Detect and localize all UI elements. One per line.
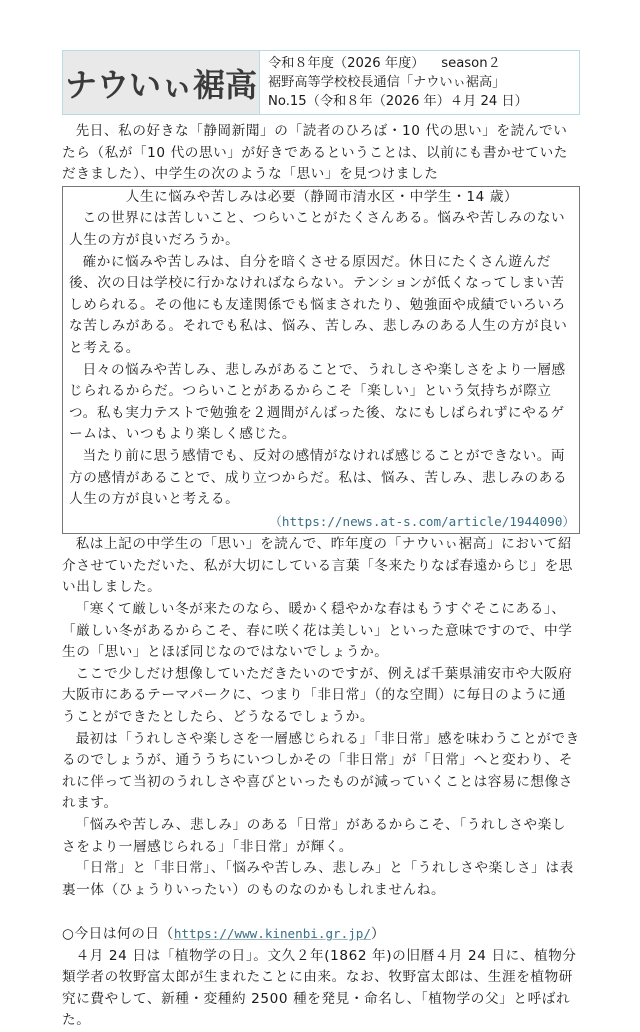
season-label: season２ — [441, 56, 501, 71]
quote-paragraph: 確かに悩みや苦しみは、自分を暗くさせる原因だ。休日にたくさん遊んだ後、次の日は学校に行かなければならない。テンションが低くなってしまい苦しめられる。その他にも友達関係でも悩まされたり、勉強面や成績でいろいろな苦しみがある。それでも私は、悩み、苦しみ、悲しみのある人生の方が良いと考える。 — [69, 253, 568, 356]
source-link[interactable]: https://news.at-s.com/article/1944090 — [281, 513, 563, 529]
intro-paragraph: 先日、私の好きな「静岡新聞」の「読者のひろば・10 代の思い」を読んでいたら（私が「10 代の思い」が好きであるということは、以前にも書かせていただきました）、中学生の次のような「思い」を見つけました — [62, 123, 569, 183]
quote-title: 人生に悩みや苦しみは必要（静岡市清水区・中学生・14 歳） — [125, 188, 519, 205]
body-paragraph: 私は上記の中学生の「思い」を読んで、昨年度の「ナウいぃ裾高」において紹介させていただいた、私が大切にしている言葉「冬来たりなば春遠からじ」を思い出しました。 — [62, 536, 573, 596]
quote-paragraph: 日々の悩みや苦しみ、悲しみがあることで、うれしさや楽しさをより一層感じられるからだ。つらいことがあるからこそ「楽しい」という気持ちが際立つ。私も実力テストで勉強を２週間がんばった後、なにもしばられずにやるゲームは、いつもより楽しく感じた。 — [69, 361, 566, 443]
body-paragraph: 最初は「うれしさや楽しさを一層感じられる」「非日常」感を味わうことができるのでしょうが、通ううちにいつしかその「非日常」が「日常」へと変わり、それに伴って当初のうれしさや喜びといったものが減っていくことは容易に想像されます。 — [62, 730, 580, 812]
today-heading — [62, 923, 580, 946]
newsletter-page — [62, 50, 580, 1032]
header-line-issue: No.15（令和８年（2026 年）４月 24 日） — [268, 94, 528, 109]
today-heading-close: ） — [370, 925, 386, 942]
today-heading-label: ○今日は何の日（ — [62, 925, 174, 942]
body-paragraph: 「日常」と「非日常」、「悩みや苦しみ、悲しみ」と「うれしさや楽しさ」は表裏一体（ひょうりいったい）のものなのかもしれませんね。 — [62, 860, 574, 898]
quote-box — [62, 186, 580, 535]
body-paragraph: 「寒くて厳しい冬が来たのなら、暖かく穏やかな春はもうすぐそこにある」、「厳しい冬があるからこそ、春に咲く花は美しい」といった意味ですので、中学生の「思い」とほぼ同じなのではないでしょうか。 — [62, 601, 573, 661]
newsletter-logo: ナウいぃ裾高 — [63, 51, 260, 114]
body-paragraph: 「悩みや苦しみ、悲しみ」のある「日常」があるからこそ、「うれしさや楽しさをより一層感じられる」「非日常」が輝く。 — [62, 817, 567, 855]
header-line-title: 裾野高等学校校長通信「ナウいぃ裾高」 — [268, 75, 506, 90]
today-paragraph: ４月 24 日は「植物学の日」。文久２年(1862 年)の旧暦４月 24 日に、植物分類学者の牧野富太郎が生まれたことに由来。なお、牧野富太郎は、生涯を植物研究に費やして、新種・変種約 2500 種を発見・命名し、「植物学の父」と呼ばれた。 — [62, 947, 577, 1029]
source-paren-open: （ — [269, 513, 282, 529]
header-line-year — [268, 54, 571, 73]
newsletter-header — [62, 50, 580, 115]
quote-source — [69, 511, 575, 534]
fiscal-year: 令和８年度（2026 年度） — [268, 56, 425, 71]
article-body — [62, 121, 580, 1032]
source-paren-close: ） — [562, 513, 575, 529]
kinenbi-link[interactable]: https://www.kinenbi.gr.jp/ — [173, 925, 371, 941]
body-paragraph: ここで少しだけ想像していただきたいのですが、例えば千葉県浦安市や大阪府大阪市にあるテーマパークに、つまり「非日常」（的な空間）に毎日のように通うことができたとしたら、どうなるでしょうか。 — [62, 665, 573, 726]
quote-paragraph: この世界には苦しいこと、つらいことがたくさんある。悩みや苦しみのない人生の方が良いだろうか。 — [69, 210, 566, 248]
quote-paragraph: 当たり前に思う感情でも、反対の感情がなければ感じることができない。両方の感情があることで、成り立つからだ。私は、悩み、苦しみ、悲しみのある人生の方が良いと考える。 — [69, 447, 568, 508]
header-info — [260, 51, 579, 114]
